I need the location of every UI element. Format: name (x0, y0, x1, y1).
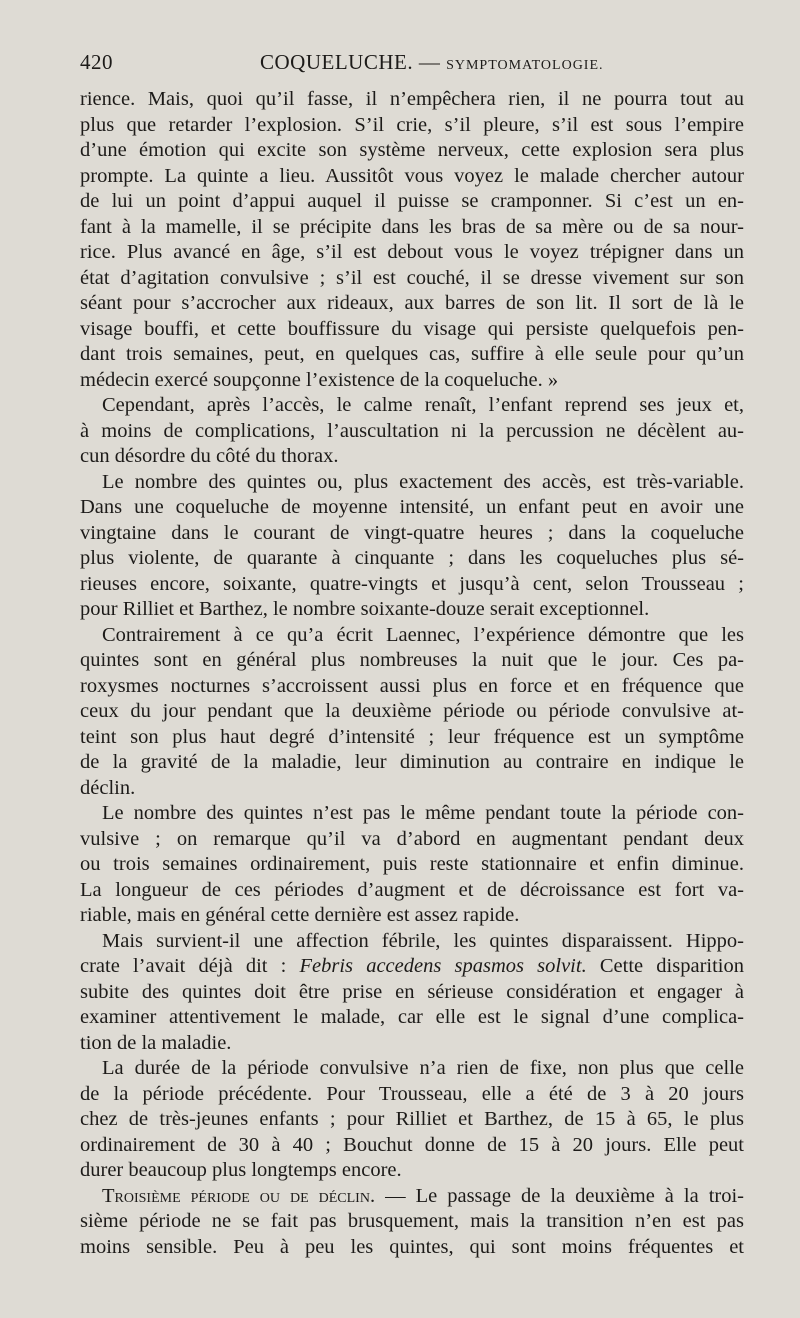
text-line: examiner attentivement le malade, car elle est le signal d’une complica- (80, 1006, 744, 1028)
section-heading: Troisième période ou de déclin. (102, 1184, 386, 1207)
text-line: La durée de la période convulsive n’a rien de fixe, non plus que celle (102, 1057, 744, 1079)
text-line: prompte. La quinte a lieu. Aussitôt vous voyez le malade chercher autour (80, 164, 744, 187)
text-line: cun désordre du côté du thorax. (80, 445, 339, 467)
running-header (80, 50, 744, 80)
text-line: Le nombre des quintes n’est pas le même pendant toute la période con- (102, 802, 744, 824)
text-line: déclin. (80, 776, 136, 799)
text-line: état d’agitation convulsive ; s’il est couché, il se dresse vivement sur son (80, 266, 744, 289)
text-line: subite des quintes doit être prise en sérieuse considération et engager à (80, 980, 744, 1003)
text-line: plus violente, de quarante à cinquante ; dans les coqueluches plus sé- (80, 547, 744, 569)
text-line: crate l’avait déjà dit : Febris accedens spasmos solvit. Cette disparition (80, 955, 744, 977)
text-line: médecin exercé soupçonne l’existence de la coqueluche. » (80, 368, 559, 391)
text-line: ceux du jour pendant que la deuxième période ou période convulsive at- (80, 700, 744, 722)
text-line: quintes sont en général plus nombreuses la nuit que le jour. Ces pa- (80, 649, 744, 671)
text-line: chez de très-jeunes enfants ; pour Rilliet et Barthez, de 15 à 65, le plus (80, 1108, 744, 1130)
text-line: vulsive ; on remarque qu’il va d’abord en augmentant pendant deux (80, 827, 744, 850)
text-line: riable, mais en général cette dernière est assez rapide. (80, 904, 520, 926)
text-line: plus que retarder l’explosion. S’il crie, s’il pleure, s’il est sous l’empire (80, 113, 744, 136)
running-subtitle: SYMPTOMATOLOGIE. (446, 58, 604, 73)
text-line: visage bouffi, et cette bouffissure du visage qui persiste quelquefois pen- (80, 317, 744, 340)
text-line: teint son plus haut degré d’intensité ; leur fréquence est un symptôme (80, 725, 744, 748)
text-line: tion de la maladie. (80, 1031, 232, 1054)
running-title: COQUELUCHE. — SYMPTOMATOLOGIE. (260, 50, 604, 74)
page-number: 420 (80, 50, 113, 74)
text-line: rience. Mais, quoi qu’il fasse, il n’empêchera rien, il ne pourra tout au (80, 88, 744, 110)
text-line: de la période précédente. Pour Trousseau, elle a été de 3 à 20 jours (80, 1082, 744, 1105)
text-line: rieuses encore, soixante, quatre-vingts et jusqu’à cent, selon Trousseau ; (80, 572, 744, 595)
text-line: Le nombre des quintes ou, plus exactement des accès, est très-variable. (102, 470, 744, 493)
text-line: durer beaucoup plus longtemps encore. (80, 1159, 402, 1181)
text-line: Dans une coqueluche de moyenne intensité, un enfant peut en avoir une (80, 496, 744, 518)
text-line: Mais survient-il une affection fébrile, les quintes disparaissent. Hippo- (102, 929, 744, 952)
text-line: de lui un point d’appui auquel il puisse se cramponner. Si c’est un en- (80, 190, 744, 212)
body-text (80, 87, 744, 1260)
text-line: roxysmes nocturnes s’accroissent aussi plus en force et en fréquence que (80, 674, 744, 697)
text-line: séant pour s’accrocher aux rideaux, aux barres de son lit. Il sort de là le (80, 292, 744, 314)
text-line: rice. Plus avancé en âge, s’il est debout vous le voyez trépigner dans un (80, 241, 744, 263)
text-line: La longueur de ces périodes d’augment et de décroissance est fort va- (80, 878, 744, 901)
text-line: pour Rilliet et Barthez, le nombre soixante-douze serait exceptionnel. (80, 598, 650, 620)
text-line: vingtaine dans le courant de vingt-quatre heures ; dans la coqueluche (80, 521, 744, 544)
text-line: Cependant, après l’accès, le calme renaît, l’enfant reprend ses jeux et, (102, 394, 744, 416)
text-line: fant à la mamelle, il se précipite dans les bras de sa mère ou de sa nour- (80, 215, 744, 238)
text-line: d’une émotion qui excite son système nerveux, cette explosion sera plus (80, 139, 744, 161)
text-line: ordinairement de 30 à 40 ; Bouchut donne de 15 à 20 jours. Elle peut (80, 1133, 744, 1156)
text-line: dant trois semaines, peut, en quelques cas, suffire à elle seule pour qu’un (80, 343, 744, 365)
text-line: ou trois semaines ordinairement, puis reste stationnaire et enfin diminue. (80, 853, 744, 875)
text-line: moins sensible. Peu à peu les quintes, qui sont moins fréquentes et (80, 1235, 744, 1258)
text-line: de la gravité de la maladie, leur diminution au contraire en indique le (80, 751, 744, 773)
text-line: Contrairement à ce qu’a écrit Laennec, l’expérience démontre que les (102, 623, 744, 646)
latin-quote: Febris accedens spasmos solvit. (299, 955, 587, 977)
text-line: Troisième période ou de déclin. — Le passage de la deuxième à la troi- (102, 1184, 744, 1207)
text-line: sième période ne se fait pas brusquement, mais la transition n’en est pas (80, 1210, 744, 1232)
text-line: à moins de complications, l’auscultation ni la percussion ne décèlent au- (80, 419, 744, 442)
